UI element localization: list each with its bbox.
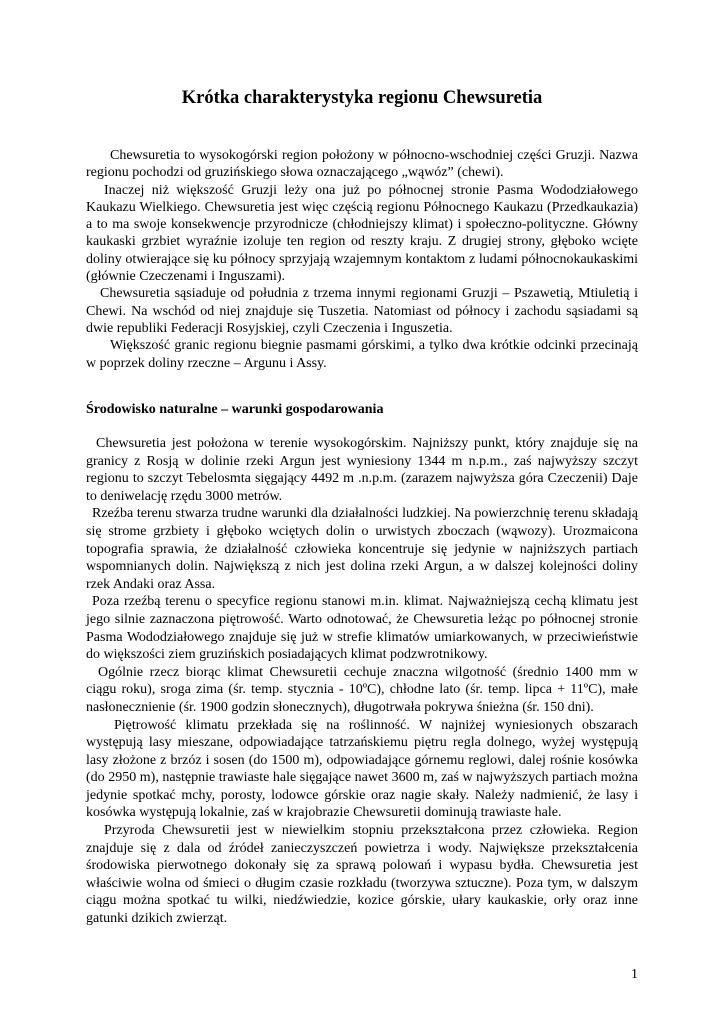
section-heading: Środowisko naturalne – warunki gospodarowania <box>86 402 384 417</box>
page-number: 1 <box>631 967 638 982</box>
section-environment <box>86 401 638 928</box>
intro-text <box>86 147 638 372</box>
section-paragraph: Piętrowość klimatu przekłada się na roślinność. W najniżej wyniesionych obszarach występują lasy mieszane, odpowiadające tatrzańskiemu piętru regla dolnego, wyżej występują lasy złożone z brzóz i sosen (do 1500 m), odpowiadające górnemu reglowi, dalej rośnie kosówka (do 2950 m), następnie trawiaste hale sięgające nawet 3600 m, zaś w najwyższych partiach można jedynie spotkać mchy, porosty, lodowce górskie oraz nagie skały. Należy nadmienić, że lasy i kosówka występują lokalnie, zaś w krajobrazie Chewsuretii dominują trawiaste hale. <box>86 717 638 821</box>
intro-paragraph: Inaczej niż większość Gruzji leży ona już po północnej stronie Pasma Wododziałowego Kaukazu Wielkiego. Chewsuretia jest więc częścią regionu Północnego Kaukazu (Przedkaukazia) a to ma swoje konsekwencje przyrodnicze (chłodniejszy klimat) i społeczno-polityczne. Główny kaukaski grzbiet wyraźnie izoluje ten region od reszty kraju. Z drugiej strony, głęboko wcięte doliny otwierające się ku północy sprzyjają wzajemnym kontaktom z ludami północnokaukaskimi (głównie Czeczenami i Inguszami). <box>86 182 638 285</box>
intro-paragraph: Większość granic regionu biegnie pasmami górskimi, a tylko dwa krótkie odcinki przecinają w poprzek doliny rzeczne – Argunu i Assy. <box>86 338 638 371</box>
section-paragraph: Poza rzeźbą terenu o specyfice regionu stanowi m.in. klimat. Najważniejszą cechą klimatu jest jego silnie zaznaczona piętrowość. Warto odnotować, że Chewsuretia leżąc po północnej stronie Pasma Wododziałowego znajduje się już w strefie klimatów umiarkowanych, w przeciwieństwie do większości ziem gruzińskich posiadających klimat podzwrotnikowy. <box>86 594 638 663</box>
intro-paragraph: Chewsuretia to wysokogórski region położony w północno-wschodniej części Gruzji. Nazwa regionu pochodzi od gruzińskiego słowa oznaczającego „wąwóz” (chewi). <box>86 148 638 181</box>
section-paragraph: Chewsuretia jest położona w terenie wysokogórskim. Najniższy punkt, który znajduje się na granicy z Rosją w dolinie rzeki Argun jest wyniesiony 1344 m n.p.m., zaś najwyższy szczyt regionu to szczyt Tebelosmta sięgający 4492 m .n.p.m. (zarazem najwyższa góra Czeczenii) Daje to deniwelację rzędu 3000 metrów. <box>86 436 638 504</box>
section-paragraph: Przyroda Chewsuretii jest w niewielkim stopniu przekształcona przez człowieka. Region znajduje się z dala od źródeł zanieczyszczeń powietrza i wody. Największe przekształcenia środowiska pierwotnego dokonały się za sprawą polowań i wypasu bydła. Chewsuretia jest właściwie wolna od śmieci o długim czasie rozkładu (tworzywa sztuczne). Poza tym, w dalszym ciągu można spotkać tu wilki, niedźwiedzie, kozice górskie, ułary kaukaskie, orły oraz inne gatunki dzikich zwierząt. <box>86 823 638 927</box>
section-paragraph: Rzeźba terenu stwarza trudne warunki dla działalności ludzkiej. Na powierzchnię terenu składają się strome grzbiety i głęboko wciętych dolin o urwistych zboczach (wąwozy). Urozmaicona topografia sprawia, że działalność człowieka koncentruje się jedynie w najniższych partiach wspomnianych dolin. Największą z nich jest dolina rzeki Argun, a w dalszej kolejności doliny rzek Andaki oraz Assa. <box>86 506 638 592</box>
page-title: Krótka charakterystyka regionu Chewsuretia <box>181 88 543 108</box>
intro-paragraph: Chewsuretia sąsiaduje od południa z trzema innymi regionami Gruzji – Pszawetią, Mtiuletią i Chewi. Na wschód od niej znajduje się Tuszetia. Natomiast od północy i zachodu sąsiadami są dwie republiki Federacji Rosyjskiej, czyli Czeczenia i Inguszetia. <box>86 286 638 336</box>
section-body <box>86 435 638 928</box>
section-paragraph: Ogólnie rzecz biorąc klimat Chewsuretii cechuje znaczna wilgotność (średnio 1400 mm w ciągu roku), sroga zima (śr. temp. stycznia - 10ºC), chłodne lato (śr. temp. lipca + 11ºC), małe nasłonecznienie (śr. 1900 godzin słonecznych), długotrwała pokrywa śnieżna (śr. 150 dni). <box>86 664 638 715</box>
